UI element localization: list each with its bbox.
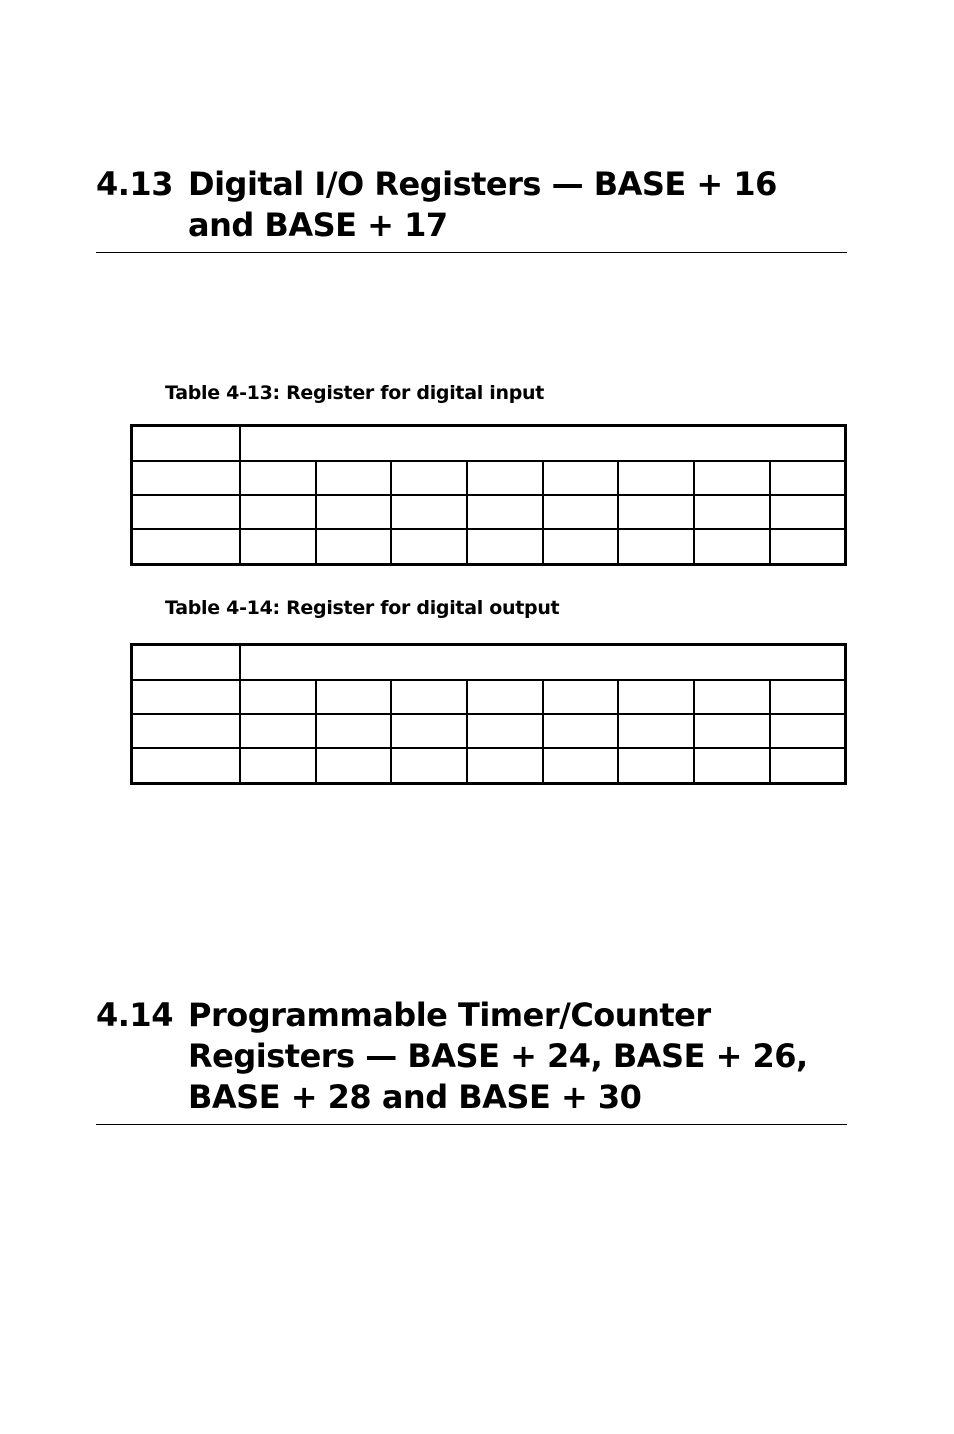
table-row xyxy=(132,461,846,495)
table-cell xyxy=(240,714,316,748)
table-cell xyxy=(132,426,241,461)
table-cell xyxy=(391,461,467,495)
table-caption-4-14: Table 4-14: Register for digital output xyxy=(165,597,560,619)
table-row xyxy=(132,529,846,564)
table-cell xyxy=(391,714,467,748)
table-row xyxy=(132,714,846,748)
table-cell xyxy=(467,461,543,495)
table-cell xyxy=(467,529,543,564)
section-number: 4.14 xyxy=(96,996,173,1034)
table-cell xyxy=(618,680,694,714)
register-table-digital-input xyxy=(130,424,847,566)
section-title-line-1: Programmable Timer/Counter xyxy=(188,996,711,1034)
table-cell xyxy=(132,461,241,495)
table-cell xyxy=(770,748,846,783)
table-cell xyxy=(543,495,619,529)
table-row xyxy=(132,495,846,529)
table-cell xyxy=(694,748,770,783)
table-cell xyxy=(240,645,846,680)
table-cell xyxy=(132,748,241,783)
table-cell xyxy=(618,748,694,783)
table-cell xyxy=(240,495,316,529)
table-cell xyxy=(132,529,241,564)
table-cell xyxy=(618,529,694,564)
table-cell xyxy=(770,680,846,714)
table-cell xyxy=(694,461,770,495)
table-cell xyxy=(132,645,241,680)
table-cell xyxy=(618,714,694,748)
table-cell xyxy=(316,495,392,529)
table-cell xyxy=(391,680,467,714)
table-cell xyxy=(132,714,241,748)
section-heading-4-14 xyxy=(96,995,847,1125)
table-cell xyxy=(240,461,316,495)
section-heading-4-13 xyxy=(96,164,847,253)
table-cell xyxy=(467,748,543,783)
table-cell xyxy=(316,714,392,748)
table-cell xyxy=(618,461,694,495)
table-cell xyxy=(467,680,543,714)
table-cell xyxy=(618,495,694,529)
table-cell xyxy=(694,714,770,748)
section-4-13 xyxy=(96,164,847,253)
table-cell xyxy=(132,495,241,529)
section-title-line-2: and BASE + 17 xyxy=(188,206,448,244)
table-cell xyxy=(694,680,770,714)
section-number: 4.13 xyxy=(96,165,173,203)
table-cell xyxy=(240,680,316,714)
section-title-line-3: BASE + 28 and BASE + 30 xyxy=(188,1078,642,1116)
table-cell xyxy=(770,714,846,748)
table-caption-4-13: Table 4-13: Register for digital input xyxy=(165,382,545,404)
table-cell xyxy=(467,714,543,748)
table-cell xyxy=(543,529,619,564)
table-cell xyxy=(770,495,846,529)
table-cell xyxy=(240,748,316,783)
table-cell xyxy=(391,748,467,783)
table-cell xyxy=(694,495,770,529)
table-cell xyxy=(543,680,619,714)
table-cell xyxy=(132,680,241,714)
table-cell xyxy=(316,461,392,495)
table-cell xyxy=(391,495,467,529)
section-title-line-2: Registers — BASE + 24, BASE + 26, xyxy=(188,1037,808,1075)
table-row xyxy=(132,680,846,714)
table-cell xyxy=(391,529,467,564)
table-row xyxy=(132,748,846,783)
table-cell xyxy=(770,529,846,564)
table-cell xyxy=(543,461,619,495)
table-cell xyxy=(316,680,392,714)
table-cell xyxy=(316,529,392,564)
table-cell xyxy=(543,748,619,783)
table-cell xyxy=(240,529,316,564)
table-cell xyxy=(770,461,846,495)
register-table-digital-output xyxy=(130,643,847,785)
table-row xyxy=(132,645,846,680)
table-cell xyxy=(467,495,543,529)
table-cell xyxy=(316,748,392,783)
section-title-line-1: Digital I/O Registers — BASE + 16 xyxy=(188,165,777,203)
table-cell xyxy=(543,714,619,748)
table-cell xyxy=(694,529,770,564)
table-cell xyxy=(240,426,846,461)
section-4-14 xyxy=(96,995,847,1125)
table-row xyxy=(132,426,846,461)
